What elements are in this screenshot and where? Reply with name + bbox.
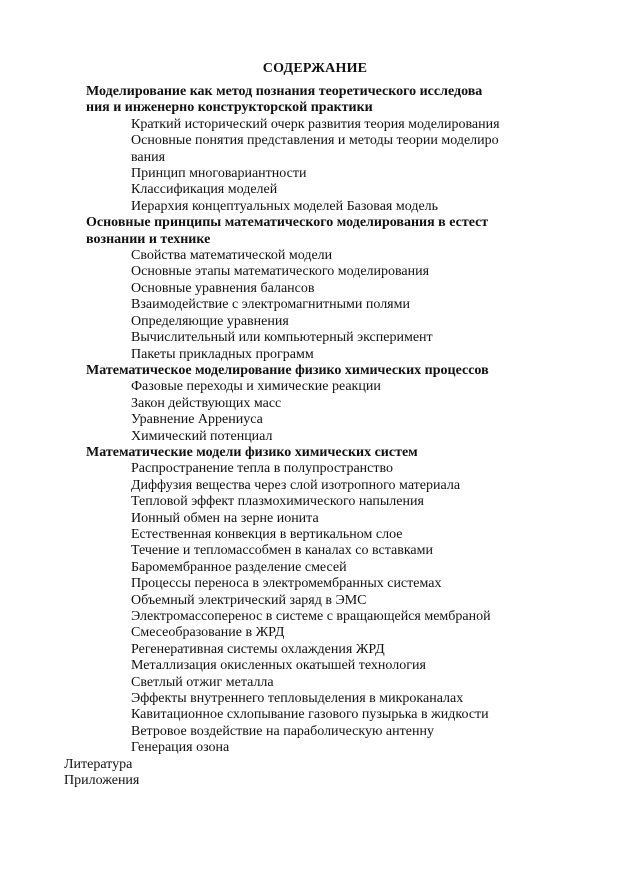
toc-entry [0,642,630,658]
toc-appendix-item: Приложения [64,773,140,789]
toc-subsection-item: Объемный электрический заряд в ЭМС [131,592,367,608]
toc-subsection-item: Принцип многовариантности [131,166,307,182]
toc-subsection-item: Взаимодействие с электромагнитными полями [131,297,410,313]
toc-subsection-item: Фазовые переходы и химические реакции [131,379,381,395]
toc-section-heading: Основные принципы математического моделирования в естест [86,215,489,231]
toc-subsection-item: Регенеративная системы охлаждения ЖРД [131,641,385,657]
page-title: СОДЕРЖАНИЕ [262,61,368,76]
toc-subsection-item: Течение и тепломассобмен в каналах со вставками [131,543,433,559]
toc-entry [0,297,630,313]
toc-entry [0,314,630,330]
table-of-contents [0,84,630,789]
toc-section-heading: вознании и технике [86,231,211,247]
toc-entry [0,740,630,756]
toc-subsection-item: Естественная конвекция в вертикальном слое [131,526,403,542]
toc-entry [0,215,630,248]
toc-subsection-item: Электромассоперенос в системе с вращающейся мембраной [131,609,491,624]
toc-subsection-item: Иерархия концептуальных моделей Базовая модель [131,198,439,214]
toc-entry [0,461,630,477]
toc-subsection-item: Баромембранное разделение смесей [131,559,347,575]
toc-entry [0,166,630,182]
toc-entry [0,412,630,428]
toc-entry [0,691,630,707]
toc-entry [0,379,630,395]
toc-subsection-item: Определяющие уравнения [131,313,289,329]
toc-subsection-item: Основные уравнения балансов [131,280,315,296]
toc-subsection-item: Эффекты внутреннего тепловыделения в микроканалах [131,691,464,707]
toc-entry [0,543,630,559]
toc-entry [0,658,630,674]
toc-subsection-item: Уравнение Аррениуса [131,412,263,428]
toc-entry [0,248,630,264]
toc-entry [0,363,630,379]
toc-section-heading: ния и инженерно конструкторской практики [86,100,373,116]
toc-section-heading: Математическое моделирование физико химических процессов [86,362,489,378]
toc-subsection-item: Краткий исторический очерк развития теория моделирования [131,116,500,132]
toc-entry [0,625,630,641]
toc-entry [0,117,630,133]
toc-entry [0,609,630,625]
toc-entry [0,757,630,773]
toc-entry [0,429,630,445]
toc-appendix-item: Литература [64,756,133,772]
toc-entry [0,396,630,412]
toc-entry [0,593,630,609]
toc-entry [0,199,630,215]
toc-entry [0,281,630,297]
toc-subsection-item: Ветровое воздействие на параболическую антенну [131,723,434,739]
toc-entry [0,527,630,543]
toc-subsection-item: Распространение тепла в полупространство [131,461,394,477]
toc-entry [0,773,630,789]
toc-subsection-item: Кавитационное схлопывание газового пузырька в жидкости [131,707,489,723]
toc-section-heading: Математические модели физико химических систем [86,444,418,460]
toc-subsection-item: Тепловой эффект плазмохимического напыления [131,494,424,510]
toc-entry [0,478,630,494]
toc-entry [0,330,630,346]
toc-entry [0,347,630,363]
toc-subsection-item: Процессы переноса в электромембранных системах [131,576,442,592]
toc-subsection-item: Химический потенциал [131,428,273,444]
toc-section-heading: Моделирование как метод познания теоретического исследова [86,84,483,99]
toc-entry [0,133,630,166]
toc-entry [0,264,630,280]
toc-entry [0,560,630,576]
toc-subsection-item: Диффузия вещества через слой изотропного материала [131,477,461,493]
toc-subsection-item: Закон действующих масс [131,395,282,411]
toc-subsection-item: Классификация моделей [131,182,278,198]
toc-subsection-item: Ионный обмен на зерне ионита [131,510,319,526]
toc-entry [0,445,630,461]
toc-subsection-item: Свойства математической модели [131,248,333,264]
toc-entry [0,707,630,723]
toc-entry [0,576,630,592]
toc-entry [0,182,630,198]
toc-subsection-item: Светлый отжиг металла [131,674,274,690]
toc-subsection-item: Генерация озона [131,740,230,756]
toc-subsection-item: Смесеобразование в ЖРД [131,625,285,641]
toc-subsection-item: Вычислительный или компьютерный эксперимент [131,330,433,346]
toc-subsection-item: Основные понятия представления и методы теории моделиро [131,133,499,149]
toc-entry [0,494,630,510]
toc-entry [0,724,630,740]
toc-entry [0,84,630,117]
toc-subsection-item: Металлизация окисленных окатышей технология [131,658,426,674]
toc-subsection-item: Пакеты прикладных программ [131,346,314,362]
toc-subsection-item: Основные этапы математического моделирования [131,264,430,280]
toc-subsection-item: вания [131,149,166,165]
toc-entry [0,511,630,527]
toc-entry [0,675,630,691]
